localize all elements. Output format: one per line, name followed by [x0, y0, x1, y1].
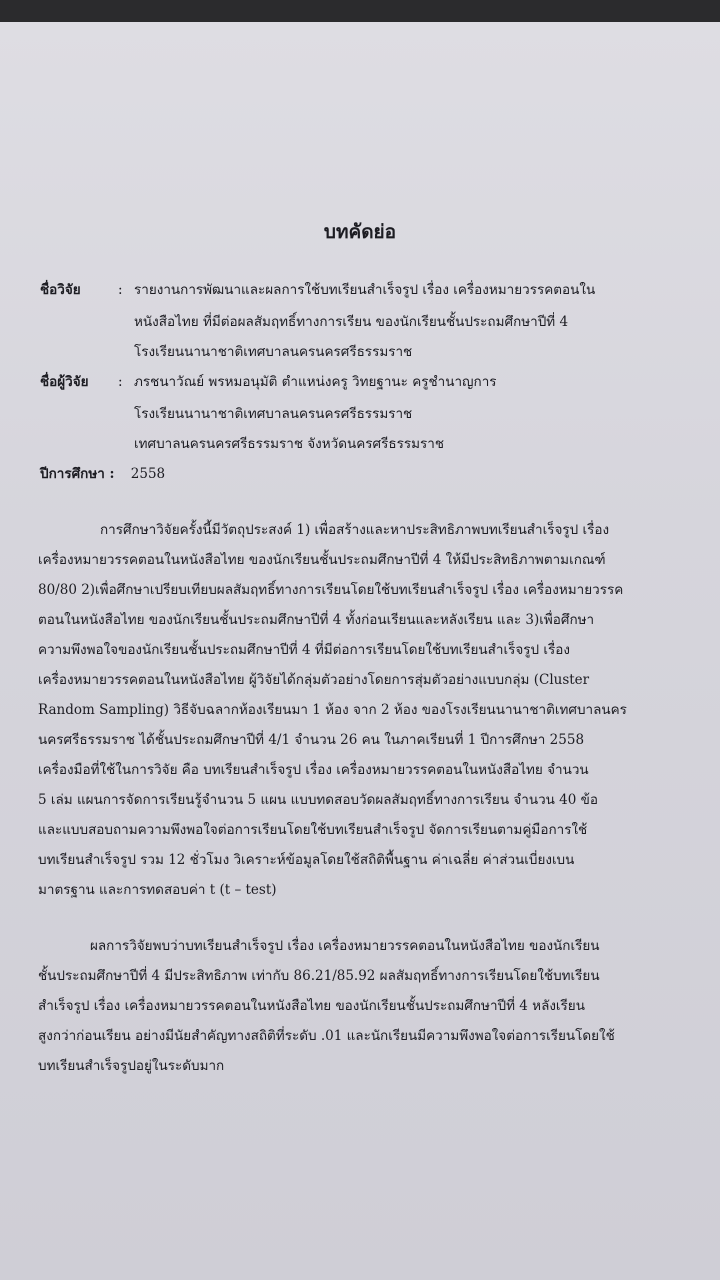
- paragraph-2-line: สำเร็จรูป เรื่อง เครื่องหมายวรรคตอนในหนังสือไทย ของนักเรียนชั้นประถมศึกษาปีที่ 4 หลังเรียน: [38, 998, 585, 1014]
- academic-year-label: ปีการศึกษา :: [40, 466, 115, 482]
- paragraph-1-line: เครื่องมือที่ใช้ในการวิจัย คือ บทเรียนสำเร็จรูป เรื่อง เครื่องหมายวรรคตอนในหนังสือไทย จำนวน: [38, 762, 589, 778]
- paragraph-2-line: สูงกว่าก่อนเรียน อย่างมีนัยสำคัญทางสถิติที่ระดับ .01 และนักเรียนมีความพึงพอใจต่อการเรียนโดยใช้: [38, 1028, 615, 1044]
- paragraph-1-line: ความพึงพอใจของนักเรียนชั้นประถมศึกษาปีที่ 4 ที่มีต่อการเรียนโดยใช้บทเรียนสำเร็จรูป เรื่อง: [38, 642, 570, 658]
- paragraph-1-line: เครื่องหมายวรรคตอนในหนังสือไทย ผู้วิจัยได้กลุ่มตัวอย่างโดยการสุ่มตัวอย่างแบบกลุ่ม (Cluster: [38, 672, 590, 688]
- research-title-line-1: รายงานการพัฒนาและผลการใช้บทเรียนสำเร็จรูป เรื่อง เครื่องหมายวรรคตอนใน: [134, 282, 596, 298]
- researcher-line-2: โรงเรียนนานาชาติเทศบาลนครนครศรีธรรมราช: [134, 406, 413, 422]
- paragraph-1-line: นครศรีธรรมราช ได้ชั้นประถมศึกษาปีที่ 4/1 จำนวน 26 คน ในภาคเรียนที่ 1 ปีการศึกษา 2558: [38, 732, 585, 748]
- researcher-line-3: เทศบาลนครนครศรีธรรมราช จังหวัดนครศรีธรรมราช: [134, 436, 444, 452]
- paragraph-2-line: ผลการวิจัยพบว่าบทเรียนสำเร็จรูป เรื่อง เครื่องหมายวรรคตอนในหนังสือไทย ของนักเรียน: [90, 938, 600, 954]
- researcher-colon: :: [118, 374, 123, 390]
- research-title-row: [40, 280, 596, 300]
- paragraph-2-line: บทเรียนสำเร็จรูปอยู่ในระดับมาก: [38, 1058, 225, 1074]
- research-label: ชื่อวิจัย: [40, 282, 81, 298]
- paragraph-1-line: บทเรียนสำเร็จรูป รวม 12 ชั่วโมง วิเคราะห์ข้อมูลโดยใช้สถิติพื้นฐาน ค่าเฉลี่ย ค่าส่วนเบี่ยงเบน: [38, 852, 575, 868]
- page-title: บทคัดย่อ: [323, 221, 397, 243]
- paragraph-1-line: 5 เล่ม แผนการจัดการเรียนรู้จำนวน 5 แผน แบบทดสอบวัดผลสัมฤทธิ์ทางการเรียน จำนวน 40 ข้อ: [38, 792, 598, 808]
- document-page: [0, 22, 720, 1280]
- researcher-line-1: ภรชนาวัณย์ พรหมอนุมัติ ตำแหน่งครู วิทยฐานะ ครูชำนาญการ: [134, 374, 497, 390]
- academic-year-row: [40, 464, 165, 484]
- academic-year-value: 2558: [130, 466, 166, 482]
- paragraph-1-line: 80/80 2)เพื่อศึกษาเปรียบเทียบผลสัมฤทธิ์ทางการเรียนโดยใช้บทเรียนสำเร็จรูป เรื่อง เครื่องหมายวรรค: [38, 582, 624, 598]
- researcher-row: [40, 372, 497, 392]
- paragraph-1-line: ตอนในหนังสือไทย ของนักเรียนชั้นประถมศึกษาปีที่ 4 ทั้งก่อนเรียนและหลังเรียน และ 3)เพื่อศึกษา: [38, 612, 595, 628]
- paragraph-1-line: และแบบสอบถามความพึงพอใจต่อการเรียนโดยใช้บทเรียนสำเร็จรูป จัดการเรียนตามคู่มือการใช้: [38, 822, 588, 838]
- paragraph-1-line: การศึกษาวิจัยครั้งนี้มีวัตถุประสงค์ 1) เพื่อสร้างและหาประสิทธิภาพบทเรียนสำเร็จรูป เรื่อง: [100, 522, 610, 538]
- paragraph-2-line: ชั้นประถมศึกษาปีที่ 4 มีประสิทธิภาพ เท่ากับ 86.21/85.92 ผลสัมฤทธิ์ทางการเรียนโดยใช้บทเรียน: [38, 968, 600, 984]
- paragraph-1-line: เครื่องหมายวรรคตอนในหนังสือไทย ของนักเรียนชั้นประถมศึกษาปีที่ 4 ให้มีประสิทธิภาพตามเกณฑ์: [38, 552, 606, 568]
- paragraph-1-line: มาตรฐาน และการทดสอบค่า t (t – test): [38, 882, 277, 898]
- paragraph-1-line: Random Sampling) วิธีจับฉลากห้องเรียนมา 1 ห้อง จาก 2 ห้อง ของโรงเรียนนานาชาติเทศบาลนคร: [38, 702, 627, 718]
- researcher-label: ชื่อผู้วิจัย: [40, 374, 89, 390]
- research-title-line-3: โรงเรียนนานาชาติเทศบาลนครนครศรีธรรมราช: [134, 344, 413, 360]
- research-title-line-2: หนังสือไทย ที่มีต่อผลสัมฤทธิ์ทางการเรียน ของนักเรียนชั้นประถมศึกษาปีที่ 4: [134, 314, 569, 330]
- research-colon: :: [118, 282, 123, 298]
